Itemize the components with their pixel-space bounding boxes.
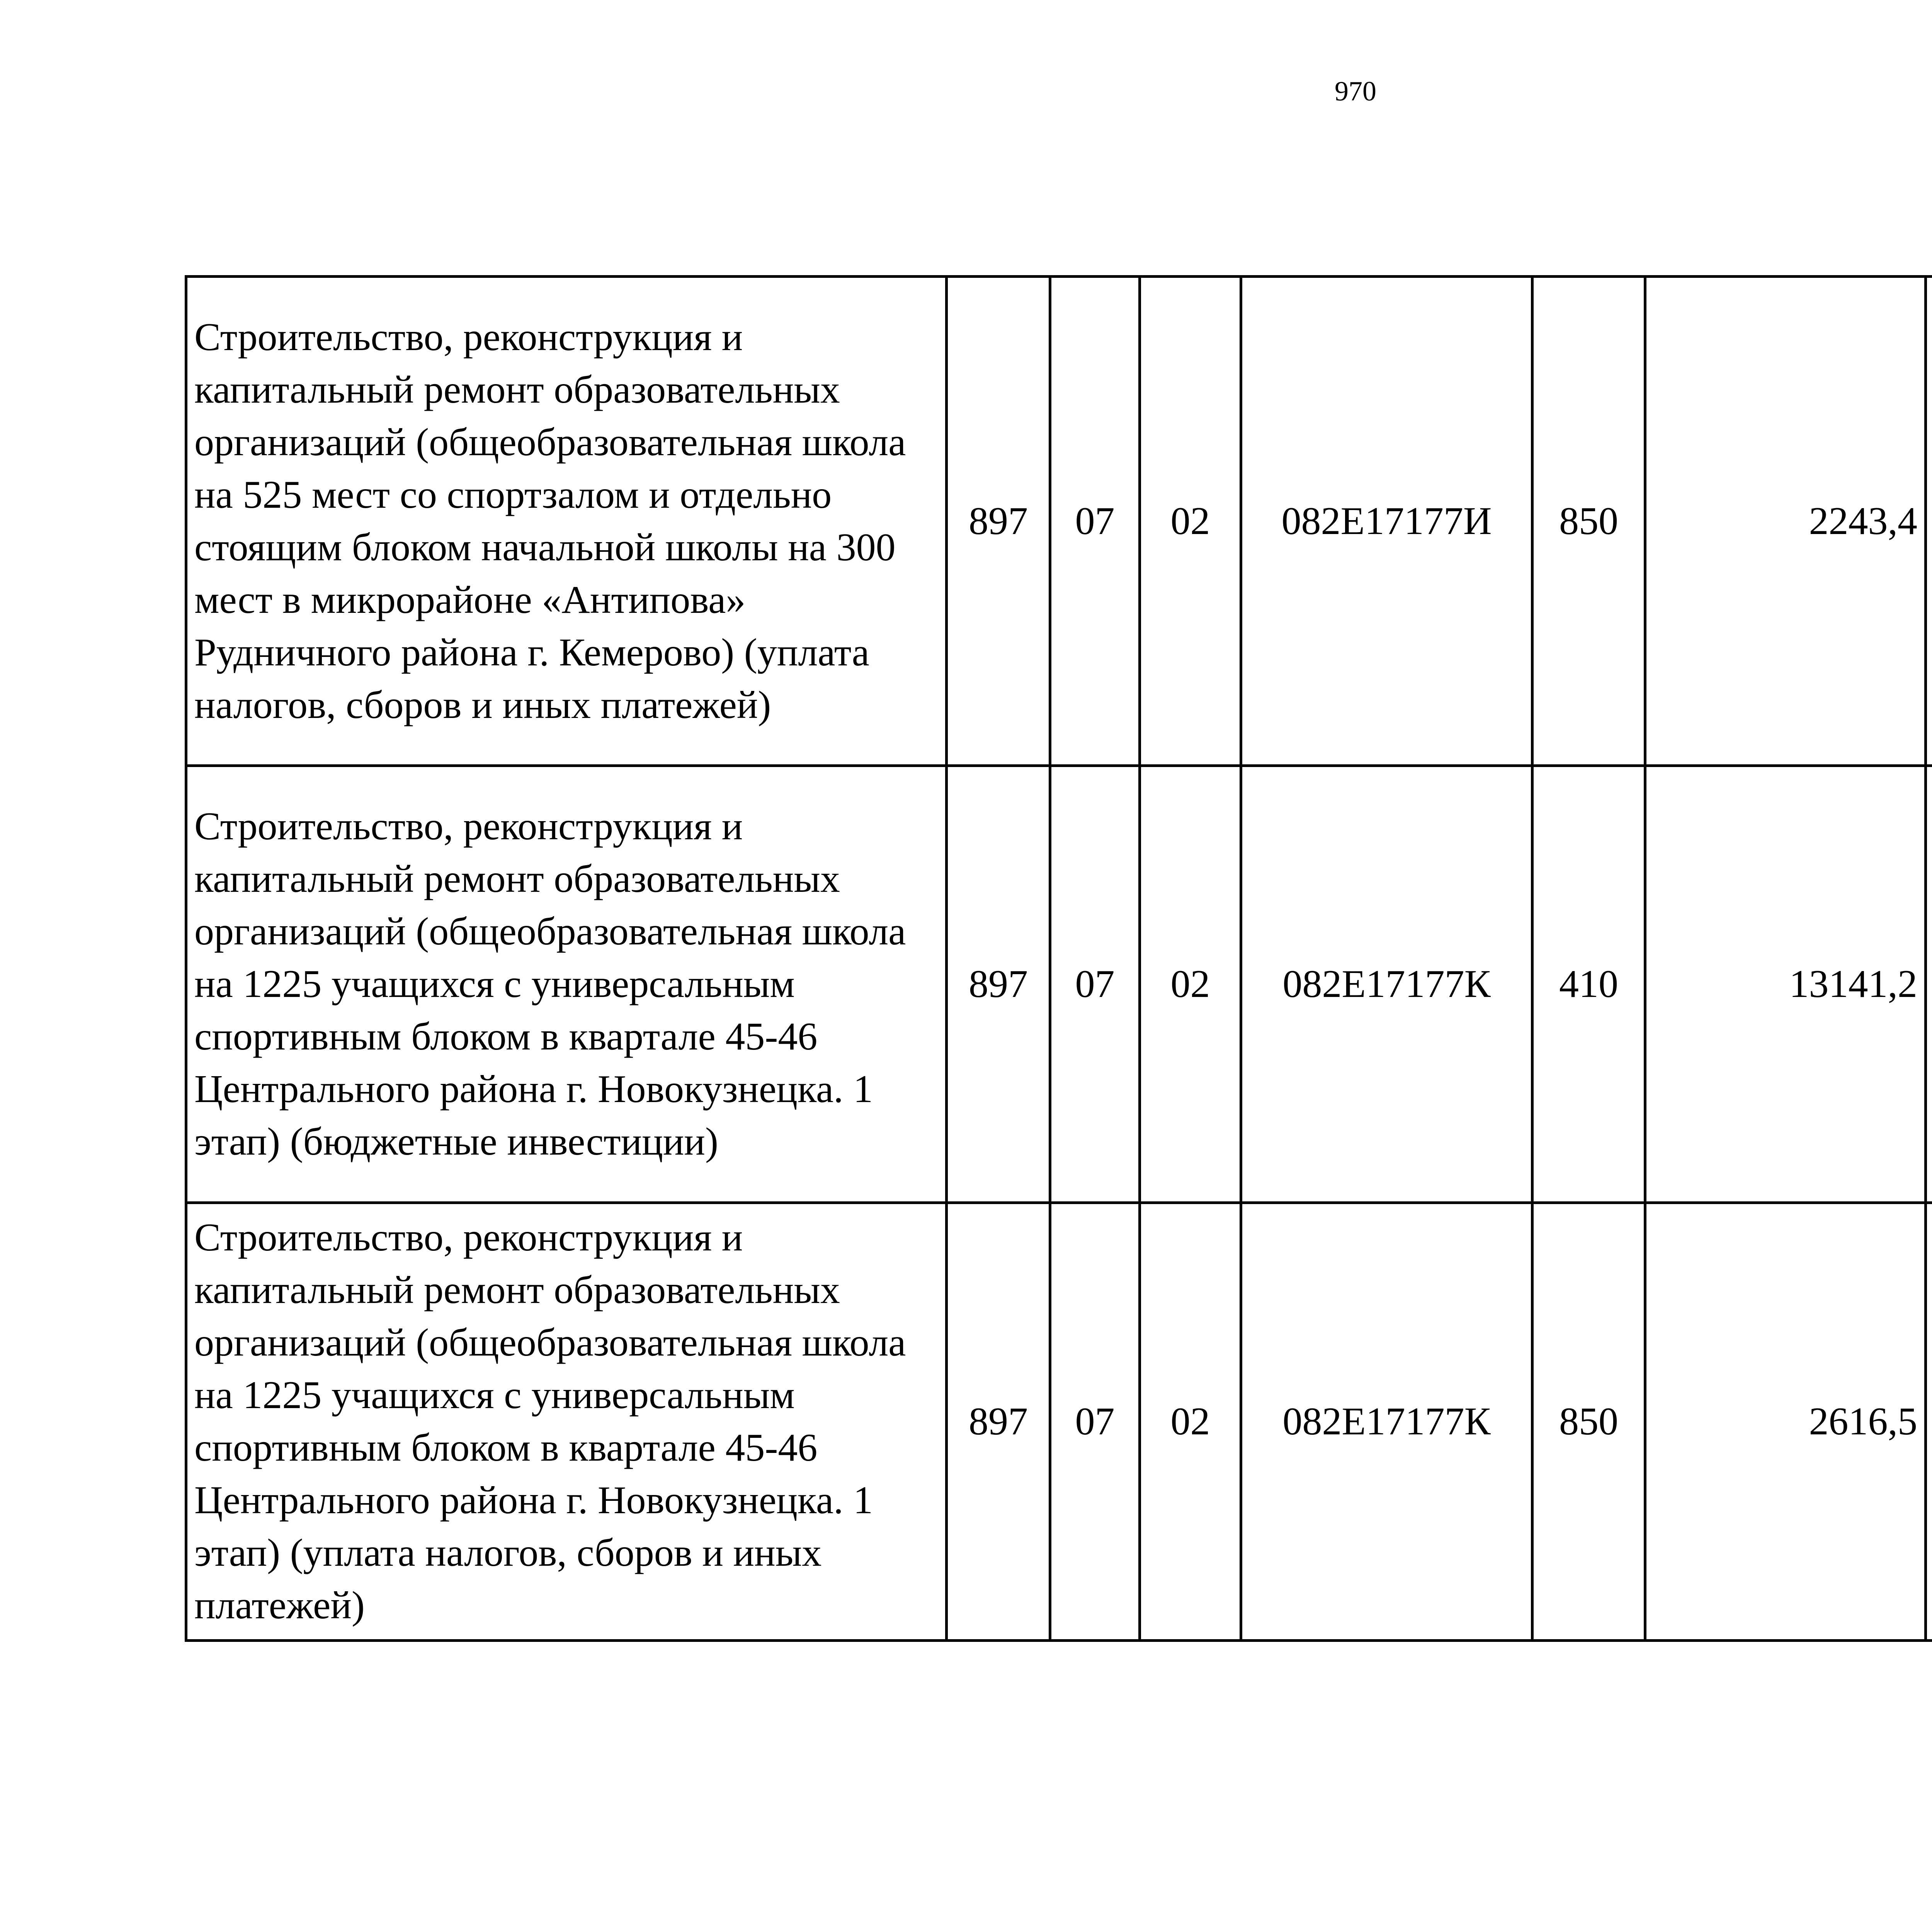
expense-type-cell: 850 (1532, 1203, 1645, 1641)
expense-type-cell: 850 (1532, 277, 1645, 766)
section-code-cell: 07 (1050, 277, 1140, 766)
expense-type-cell: 410 (1532, 766, 1645, 1203)
amount-2-cell (1926, 766, 1932, 1203)
table-row (186, 277, 1932, 766)
page-number: 970 (1335, 76, 1376, 107)
table-row (186, 766, 1932, 1203)
section-code-cell: 07 (1050, 1203, 1140, 1641)
amount-2-cell (1926, 1203, 1932, 1641)
ministry-code-cell: 897 (947, 766, 1050, 1203)
subsection-code-cell: 02 (1140, 766, 1241, 1203)
amount-1-cell: 13141,2 (1645, 766, 1926, 1203)
budget-table (185, 275, 1932, 1642)
target-article-cell: 082E17177К (1241, 1203, 1532, 1641)
amount-2-cell (1926, 277, 1932, 766)
description-cell: Строительство, реконструкция и капитальный ремонт образовательных организаций (общеобразовательная школа на 1225 учащихся с универсальным спортивным блоком в квартале 45-46 Центрального района г. Новокузнецка. 1 этап) (уплата налогов, сборов и иных платежей) (186, 1203, 947, 1641)
target-article-cell: 082E17177К (1241, 766, 1532, 1203)
subsection-code-cell: 02 (1140, 277, 1241, 766)
subsection-code-cell: 02 (1140, 1203, 1241, 1641)
target-article-cell: 082E17177И (1241, 277, 1532, 766)
table-row (186, 1203, 1932, 1641)
amount-1-cell: 2616,5 (1645, 1203, 1926, 1641)
amount-1-cell: 2243,4 (1645, 277, 1926, 766)
ministry-code-cell: 897 (947, 277, 1050, 766)
section-code-cell: 07 (1050, 766, 1140, 1203)
ministry-code-cell: 897 (947, 1203, 1050, 1641)
description-cell: Строительство, реконструкция и капитальный ремонт образовательных организаций (общеобразовательная школа на 525 мест со спортзалом и отдельно стоящим блоком начальной школы на 300 мест в микрорайоне «Антипова» Рудничного района г. Кемерово) (уплата налогов, сборов и иных платежей) (186, 277, 947, 766)
description-cell: Строительство, реконструкция и капитальный ремонт образовательных организаций (общеобразовательная школа на 1225 учащихся с универсальным спортивным блоком в квартале 45-46 Центрального района г. Новокузнецка. 1 этап) (бюджетные инвестиции) (186, 766, 947, 1203)
